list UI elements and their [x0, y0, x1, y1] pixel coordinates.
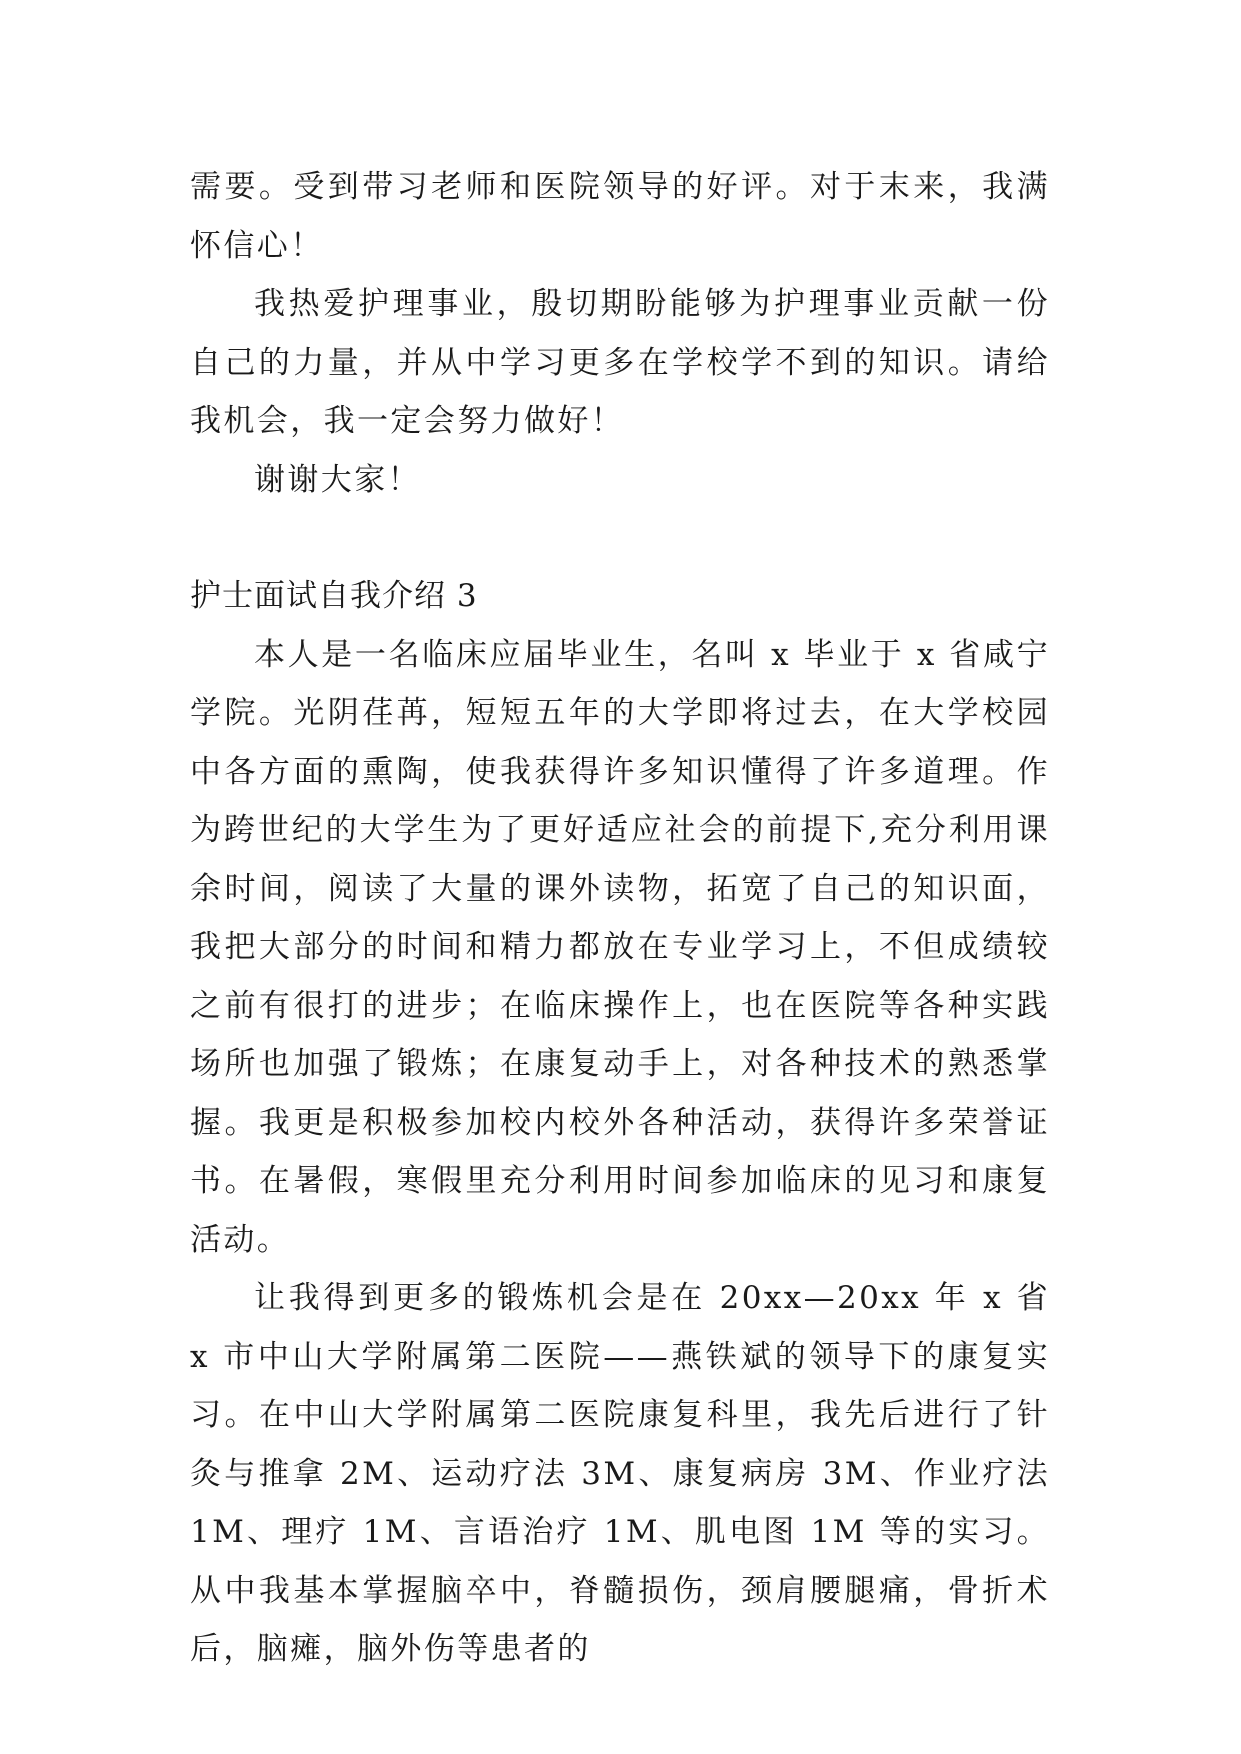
paragraph-passion: 我热爱护理事业，殷切期盼能够为护理事业贡献一份自己的力量，并从中学习更多在学校学不到的知识。请给我机会，我一定会努力做好！ — [190, 286, 1050, 439]
section-heading: 护士面试自我介绍 3 — [190, 578, 478, 614]
paragraph-internship: 让我得到更多的锻炼机会是在 20xx—20xx 年 x 省 x 市中山大学附属第二医院——燕铁斌的领导下的康复实习。在中山大学附属第二医院康复科里，我先后进行了针灸与推拿 2M、运动疗法 3M、康复病房 3M、作业疗法 1M、理疗 1M、言语治疗 1M、肌电图 1M 等的实习。从中我基本掌握脑卒中，脊髓损伤，颈肩腰腿痛，骨折术后，脑瘫，脑外伤等患者的 — [190, 1280, 1050, 1667]
paragraph-continuation: 需要。受到带习老师和医院领导的好评。对于末来，我满怀信心！ — [190, 169, 1050, 264]
paragraph-thanks: 谢谢大家！ — [254, 461, 421, 498]
document-body — [190, 158, 1050, 1679]
section-spacer — [190, 509, 1050, 567]
paragraph-self-intro: 本人是一名临床应届毕业生，名叫 x 毕业于 x 省咸宁学院。光阴荏苒，短短五年的大学即将过去，在大学校园中各方面的熏陶，使我获得许多知识懂得了许多道理。作为跨世纪的大学生为了更好适应社会的前提下,充分利用课余时间，阅读了大量的课外读物，拓宽了自己的知识面，我把大部分的时间和精力都放在专业学习上，不但成绩较之前有很打的进步；在临床操作上，也在医院等各种实践场所也加强了锻炼；在康复动手上，对各种技术的熟悉掌握。我更是积极参加校内校外各种活动，获得许多荣誉证书。在暑假，寒假里充分利用时间参加临床的见习和康复活动。 — [190, 636, 1050, 1258]
